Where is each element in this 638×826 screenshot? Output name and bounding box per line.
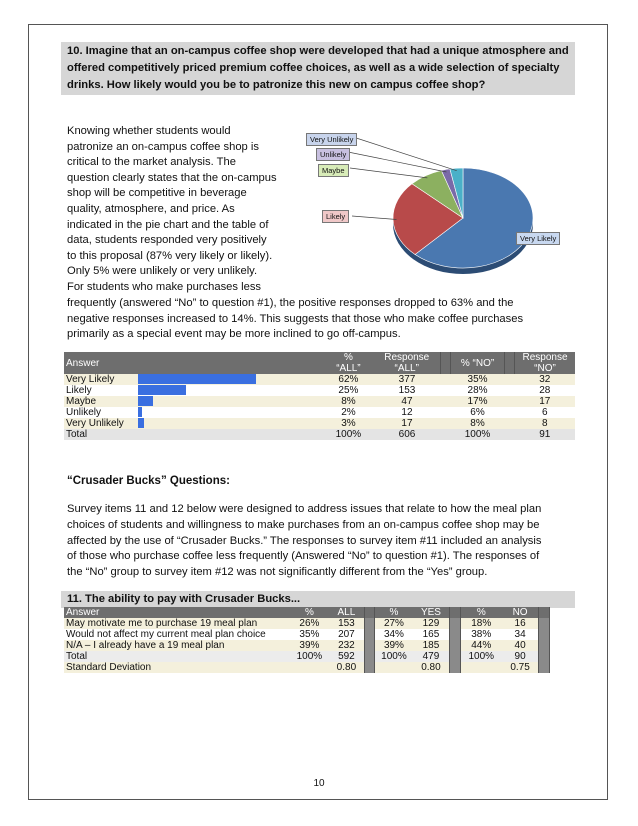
table-row: N/A – I already have a 19 meal plan 39% 232 39% 185 44% 40	[64, 640, 550, 651]
table-row: Unlikely 2% 12 6% 6	[66, 407, 548, 418]
question-10-heading: 10. Imagine that an on-campus coffee shop were developed that had a unique atmosphere and offered competitively priced premium coffee choices, as well as a wide selection of specialty drinks. How likely would you be to patronize this new on campus coffee shop?	[61, 42, 575, 95]
pie-leader-unlikely	[348, 152, 446, 172]
paragraph-line: primarily as a special event may be more inclined to go off-campus.	[67, 328, 401, 341]
paragraph-line: frequently (answered “No” to question #1), the positive responses dropped to 63% and the	[67, 297, 514, 309]
pie-label-maybe: Maybe	[318, 164, 349, 177]
question-11-heading: 11. The ability to pay with Crusader Bucks...	[61, 591, 575, 608]
paragraph-line: indicated in the pie chart and the table of	[67, 218, 269, 231]
table-row: Maybe 8% 47 17% 17	[64, 396, 575, 407]
table-stddev-row: Standard Deviation 0.80 0.80 0.75	[64, 662, 550, 673]
data-bar	[138, 407, 142, 417]
page-number: 10	[313, 778, 325, 789]
q10-table	[64, 352, 575, 440]
data-bar	[138, 385, 186, 395]
pie-leader-very-unlikely	[350, 136, 457, 171]
q11-table: Answer % ALL % YES % NO May motivate me to purchase 19 meal plan 26% 153 27% 129 18% 16 Would not affect my current meal plan choice 35% 207 34% 165 38% 34 N/A – I already have a 19 meal plan 39% 232 39% 185 44% 40 Total 100% 592 100% 479 100% 90 Standard Deviation 0.80 0.80 0.75	[64, 607, 550, 673]
crusader-heading: “Crusader Bucks” Questions:	[67, 475, 230, 487]
pie-label-very-likely: Very Likely	[516, 232, 560, 245]
paragraph-line: patronize an on-campus coffee shop is	[67, 140, 259, 153]
table-row: Very Unlikely 3% 17 8% 8	[64, 418, 575, 429]
pie-label-very-unlikely: Very Unlikely	[306, 133, 357, 146]
col-header-answer: Answer	[64, 352, 136, 374]
crusader-paragraph	[67, 502, 587, 581]
pie-label-likely: Likely	[322, 210, 349, 223]
paragraph-line: to this proposal (87% very likely or likely).	[67, 249, 273, 262]
paragraph-line: data, students responded very positively	[67, 234, 267, 247]
col-header-resp-all: Response “ALL”	[373, 352, 440, 374]
table-total-row: Total 100% 606 100% 91	[64, 429, 575, 440]
col-header-bar	[136, 352, 323, 374]
paragraph-line: negative responses increased to 14%. This suggests that those who make coffee purchases	[67, 312, 524, 325]
table-row: Would not affect my current meal plan choice 35% 207 34% 165 38% 34	[64, 629, 550, 640]
paragraph-line: Knowing whether students would	[67, 125, 231, 137]
paragraph-line: the “No” group to survey item #12 was not significantly different from the “Yes” group.	[67, 566, 488, 579]
pie-leader-maybe	[350, 168, 427, 178]
table-row: Very Likely 62% 377 35% 32	[64, 374, 575, 385]
paragraph-line: Survey items 11 and 12 below were designed to address issues that relate to how the meal plan	[67, 503, 542, 515]
paragraph-line: choices of students and willingness to make purchases from an on-campus coffee shop may be	[67, 518, 540, 531]
col-header-answer: Answer	[64, 607, 290, 618]
q10-paragraph-full	[67, 296, 587, 343]
col-header-resp-no: Response “NO”	[515, 352, 575, 374]
paragraph-line: quality, atmosphere, and price. As	[67, 202, 235, 215]
table-total-row: Total 100% 592 100% 479 100% 90	[64, 651, 550, 662]
pie-label-unlikely: Unlikely	[316, 148, 350, 161]
data-bar	[138, 374, 256, 384]
col-header-pct-all: % “ALL”	[323, 352, 373, 374]
table-row: Likely 25% 153 28% 28	[66, 385, 551, 396]
col-header-pct-no: % “NO”	[451, 352, 505, 374]
data-bar	[138, 396, 153, 406]
pie-leader-likely	[352, 216, 397, 219]
paragraph-line: question clearly states that the on-campus	[67, 171, 277, 184]
paragraph-line: shop will be competitive in beverage	[67, 187, 247, 200]
paragraph-line: For students who make purchases less	[67, 280, 262, 293]
data-bar	[138, 418, 144, 428]
paragraph-line: of those who purchase coffee less frequently (Answered “No” to question #1). The responses of	[67, 550, 540, 563]
paragraph-line: critical to the market analysis. The	[67, 156, 236, 169]
paragraph-line: affected by the use of “Crusader Bucks.” The responses to survey item #11 included an analysis	[67, 534, 542, 547]
q10-paragraph-narrow	[67, 124, 287, 296]
paragraph-line: Only 5% were unlikely or very unlikely.	[67, 265, 258, 278]
table-row: May motivate me to purchase 19 meal plan 26% 153 27% 129 18% 16	[64, 618, 550, 629]
